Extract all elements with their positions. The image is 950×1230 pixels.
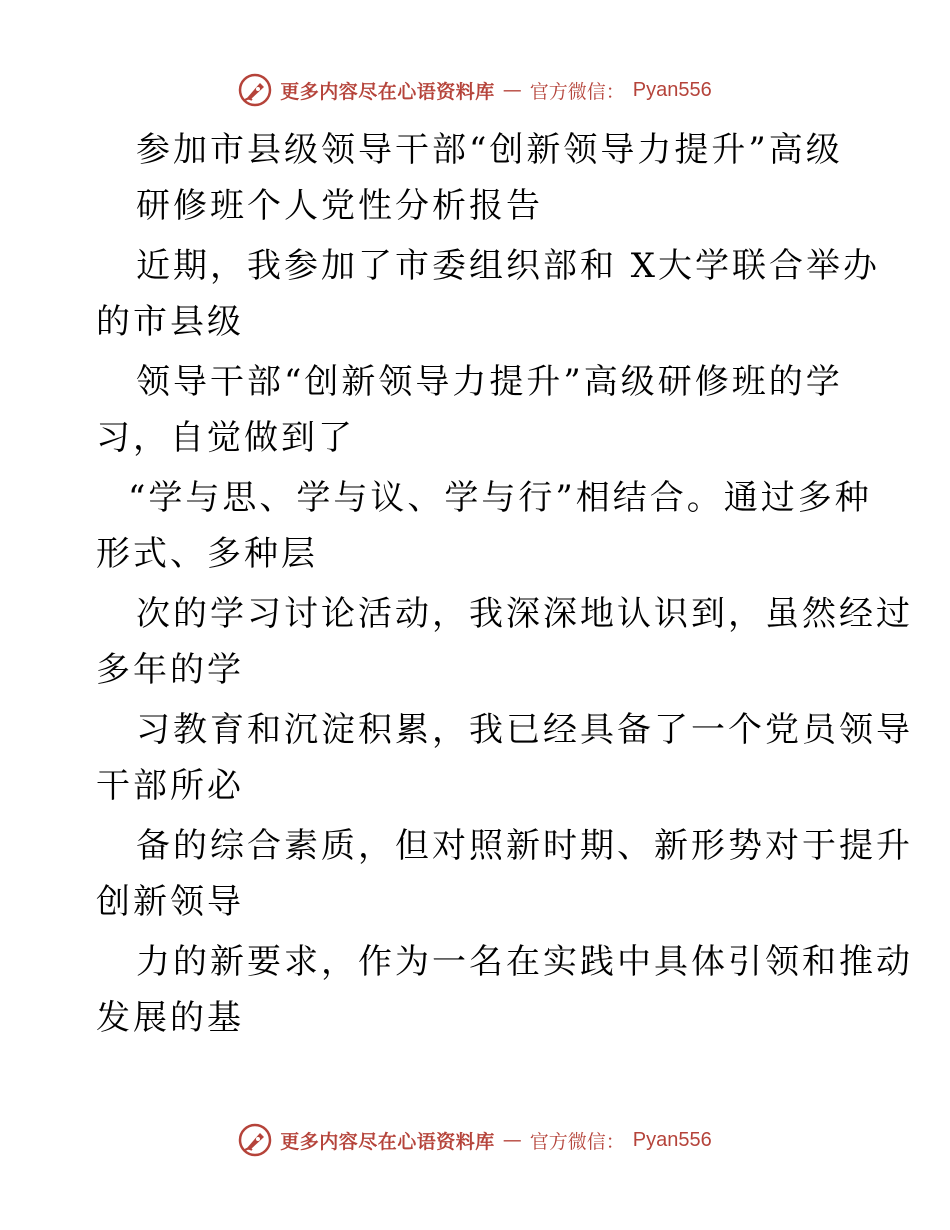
paragraph-line: 次的学习讨论活动，我深深地认识到，虽然经过 [136,594,913,634]
banner-text: 更多内容尽在心语资料库 [280,80,495,103]
banner-separator: — [502,79,522,101]
paragraph-line: 创新领导 [96,882,244,922]
paragraph-line: 力的新要求，作为一名在实践中具体引领和推动 [136,942,913,982]
banner-wechat-label: 官方微信： [529,80,625,103]
paragraph-line: 形式、多种层 [96,534,318,574]
paragraph-line: 近期，我参加了市委组织部和 X大学联合举办 [136,246,881,286]
paragraph-line: “学与思、学与议、学与行”相结合。通过多种 [128,478,872,518]
paragraph-line: 习教育和沉淀积累，我已经具备了一个党员领导 [136,710,913,750]
banner-wechat-label: 官方微信： [529,1130,625,1153]
banner-wechat-id: Pyan556 [632,78,712,101]
paragraph-line: 习，自觉做到了 [96,418,355,458]
banner-separator: — [502,1129,522,1151]
paragraph-line: 干部所必 [96,766,244,806]
title-line-1: 参加市县级领导干部“创新领导力提升”高级 [136,130,843,170]
banner-wechat-id: Pyan556 [632,1128,712,1151]
paragraph-line: 的市县级 [96,302,244,342]
paragraph-line: 多年的学 [96,650,244,690]
paragraph-line: 发展的基 [96,998,244,1038]
pen-nib-logo-icon [238,1123,272,1157]
header-banner [0,72,950,108]
banner-text: 更多内容尽在心语资料库 [280,1130,495,1153]
footer-banner [0,1122,950,1158]
paragraph-line: 领导干部“创新领导力提升”高级研修班的学 [136,362,843,402]
pen-nib-logo-icon [238,73,272,107]
paragraph-line: 备的综合素质，但对照新时期、新形势对于提升 [136,826,913,866]
title-line-2: 研修班个人党性分析报告 [136,186,543,226]
